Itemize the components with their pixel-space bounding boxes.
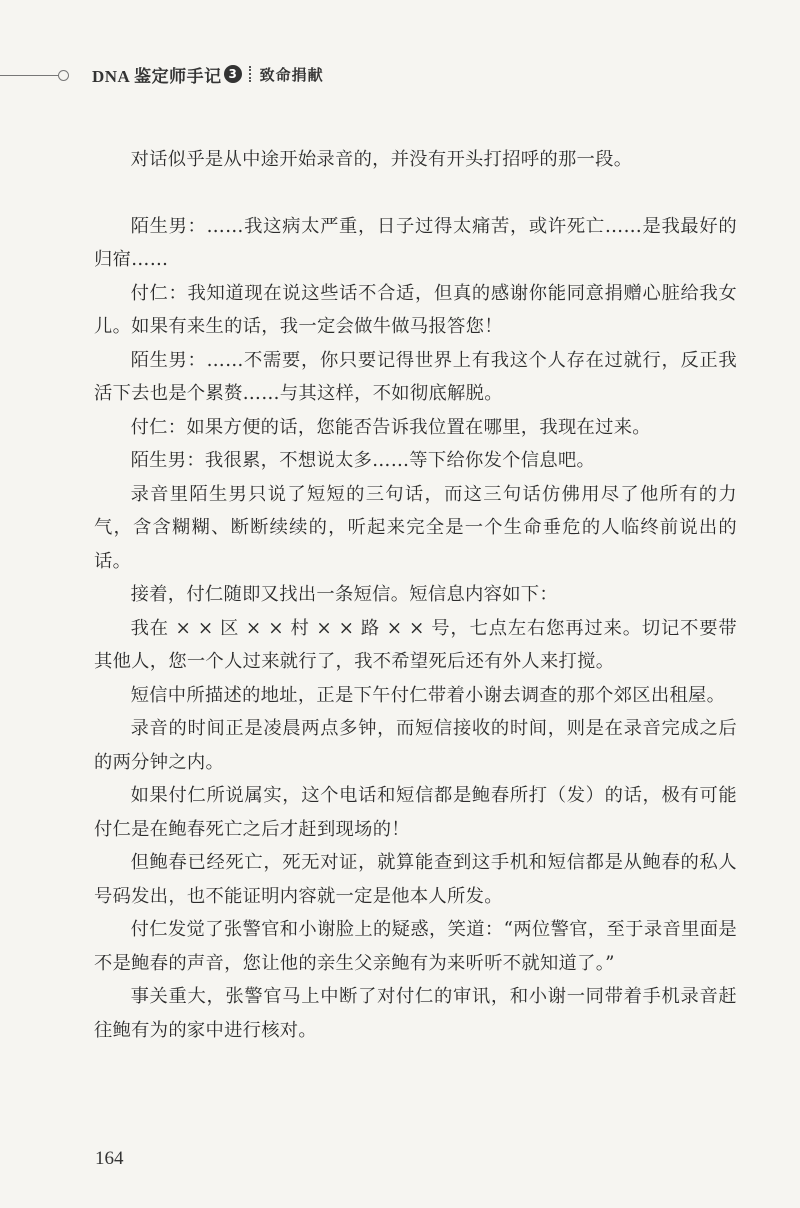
paragraph: 录音的时间正是凌晨两点多钟，而短信接收的时间，则是在录音完成之后的两分钟之内。 <box>94 718 737 773</box>
paragraph: 付仁：我知道现在说这些话不合适，但真的感谢你能同意捐赠心脏给我女儿。如果有来生的话，我一定会做牛做马报答您！ <box>94 282 737 337</box>
paragraph: 陌生男：……我这病太严重，日子过得太痛苦，或许死亡……是我最好的归宿…… <box>94 215 737 270</box>
page-number: 164 <box>95 1148 124 1169</box>
paragraph: 陌生男：……不需要，你只要记得世界上有我这个人存在过就行，反正我活下去也是个累赘……与其这样，不如彻底解脱。 <box>94 349 737 404</box>
header-circle-ornament <box>58 70 69 81</box>
paragraph: 短信中所描述的地址，正是下午付仁带着小谢去调查的那个郊区出租屋。 <box>130 684 726 706</box>
series-title: DNA 鉴定师手记 <box>92 66 222 86</box>
volume-number-badge: 3 <box>224 65 242 83</box>
paragraph: 付仁发觉了张警官和小谢脸上的疑惑，笑道：“两位警官，至于录音里面是不是鲍春的声音，您让他的亲生父亲鲍有为来听听不就知道了。” <box>94 919 737 974</box>
paragraph: 事关重大，张警官马上中断了对付仁的审讯，和小谢一同带着手机录音赶往鲍有为的家中进行核对。 <box>94 986 737 1041</box>
paragraph: 但鲍春已经死亡，死无对证，就算能查到这手机和短信都是从鲍春的私人号码发出，也不能证明内容就一定是他本人所发。 <box>94 852 737 907</box>
paragraph: 我在 × × 区 × × 村 × × 路 × × 号，七点左右您再过来。切记不要带其他人，您一个人过来就行了，我不希望死后还有外人来打搅。 <box>94 617 737 672</box>
paragraph: 付仁：如果方便的话，您能否告诉我位置在哪里，我现在过来。 <box>130 416 651 438</box>
paragraph: 陌生男：我很累，不想说太多……等下给你发个信息吧。 <box>130 450 596 471</box>
header-divider <box>249 66 253 82</box>
running-header <box>92 60 324 88</box>
book-subtitle: 致命捐献 <box>259 65 324 84</box>
paragraph: 接着，付仁随即又找出一条短信。短信息内容如下： <box>130 584 558 605</box>
paragraph: 如果付仁所说属实，这个电话和短信都是鲍春所打（发）的话，极有可能付仁是在鲍春死亡之后才赶到现场的！ <box>94 785 737 840</box>
header-rule <box>0 75 60 76</box>
body-text <box>94 143 737 1047</box>
paragraph: 录音里陌生男只说了短短的三句话，而这三句话仿佛用尽了他所有的力气，含含糊糊、断断续续的，听起来完全是一个生命垂危的人临终前说出的话。 <box>94 483 737 572</box>
paragraph: 对话似乎是从中途开始录音的，并没有开头打招呼的那一段。 <box>130 149 633 170</box>
